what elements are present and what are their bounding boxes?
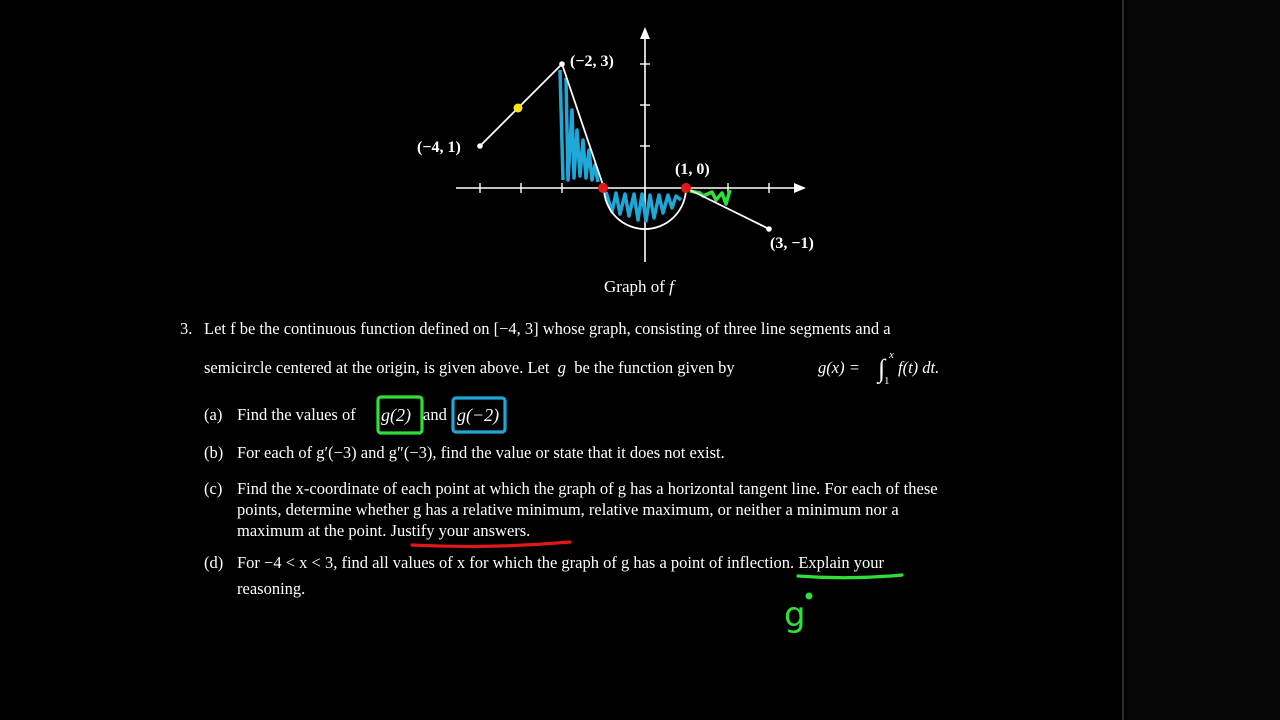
part-a-text: Find the values of xyxy=(237,405,356,424)
problem-number: 3. xyxy=(180,319,193,338)
part-c-label: (c) xyxy=(204,479,223,498)
part-a-gneg2: g(−2) xyxy=(457,405,500,425)
yellow-dot xyxy=(514,104,523,113)
part-a-and: and xyxy=(423,405,447,424)
shading-blue-triangle xyxy=(560,70,598,182)
label-point-3-neg1: (3, −1) xyxy=(770,235,814,252)
label-point-neg2-3: (−2, 3) xyxy=(570,53,614,70)
red-dot-left xyxy=(598,183,608,193)
part-a-label: (a) xyxy=(204,405,223,424)
part-c-line3: maximum at the point. Justify your answers. xyxy=(237,521,531,540)
point-3-neg1 xyxy=(766,226,772,232)
integral-sign: ∫ xyxy=(878,354,886,383)
part-a-g2: g(2) xyxy=(381,405,411,425)
part-b-label: (b) xyxy=(204,443,224,462)
integral-upper: x xyxy=(889,349,894,361)
integral-lhs: g(x) = xyxy=(818,358,860,377)
red-dot-right xyxy=(681,183,691,193)
right-strip xyxy=(1124,0,1280,720)
part-d-line2: reasoning. xyxy=(237,579,306,598)
part-b-text: For each of g′(−3) and g″(−3), find the value or state that it does not exist. xyxy=(237,443,725,462)
handwritten-prime-dot xyxy=(800,586,820,606)
integral-body: f(t) dt. xyxy=(898,358,940,377)
point-neg2-3 xyxy=(559,61,565,67)
label-point-neg4-1: (−4, 1) xyxy=(417,139,461,156)
x-axis-arrow xyxy=(794,183,806,193)
problem-intro-line2: semicircle centered at the origin, is given above. Let g be the function given by xyxy=(204,358,735,377)
y-axis-arrow xyxy=(640,27,650,39)
part-c-line1: Find the x-coordinate of each point at which the graph of g has a horizontal tangent line. For each of these xyxy=(237,479,938,498)
problem-intro-line1: Let f be the continuous function defined on [−4, 3] whose graph, consisting of three line segments and a xyxy=(204,319,891,338)
label-point-1-0: (1, 0) xyxy=(675,161,710,178)
graph-caption: Graph of f xyxy=(604,277,674,296)
shading-blue-semicircle xyxy=(606,192,681,221)
part-d-line1: For −4 < x < 3, find all values of x for which the graph of g has a point of inflection. Explain your xyxy=(237,553,885,572)
point-neg4-1 xyxy=(477,143,483,149)
part-c-line2: points, determine whether g has a relative minimum, relative maximum, or neither a minimum nor a xyxy=(237,500,899,519)
red-underline xyxy=(412,542,570,546)
integral-lower: 1 xyxy=(884,375,890,387)
handwritten-g-note: g xyxy=(784,595,806,635)
part-d-label: (d) xyxy=(204,553,224,572)
green-underline xyxy=(798,575,902,578)
